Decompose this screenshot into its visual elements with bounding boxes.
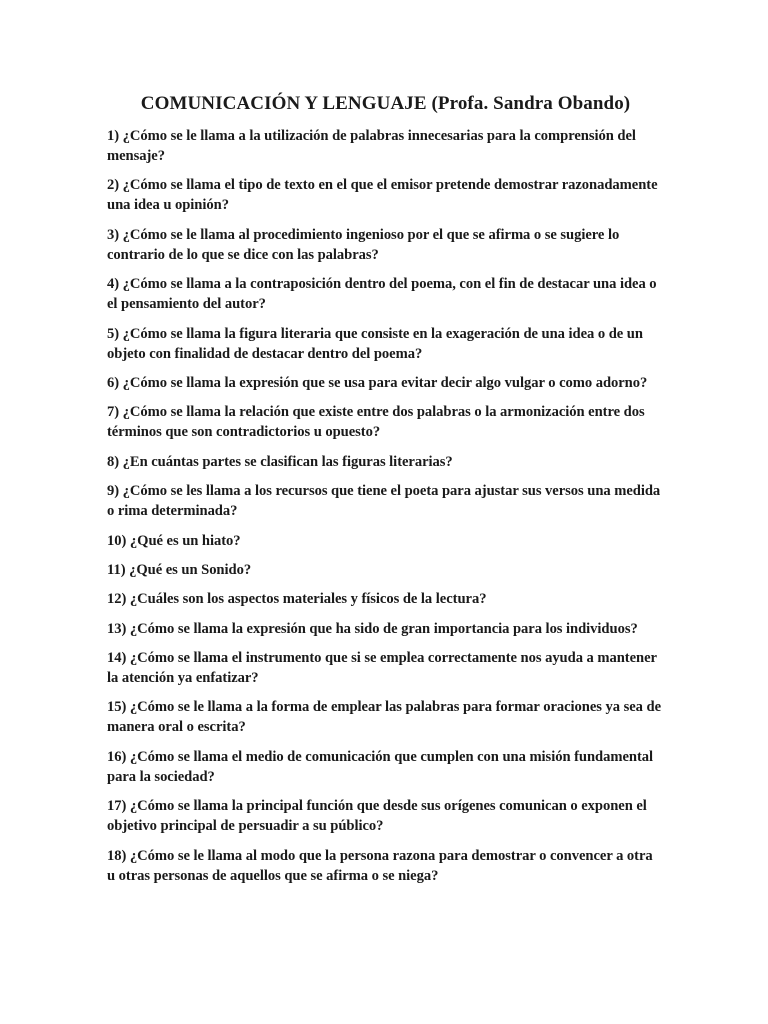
question-item: 10) ¿Qué es un hiato?	[107, 532, 241, 549]
question-item: 13) ¿Cómo se llama la expresión que ha sido de gran importancia para los individuos?	[107, 620, 638, 637]
question-item: 7) ¿Cómo se llama la relación que existe entre dos palabras o la armonización entre dos términos que son contradictorios u opuesto?	[107, 404, 645, 441]
question-item: 9) ¿Cómo se les llama a los recursos que tiene el poeta para ajustar sus versos una medida o rima determinada?	[107, 483, 661, 520]
question-item: 1) ¿Cómo se le llama a la utilización de palabras innecesarias para la comprensión del mensaje?	[107, 128, 636, 164]
question-item: 2) ¿Cómo se llama el tipo de texto en el que el emisor pretende demostrar razonadamente una idea u opinión?	[107, 177, 658, 214]
question-item: 12) ¿Cuáles son los aspectos materiales y físicos de la lectura?	[107, 591, 487, 608]
question-item: 18) ¿Cómo se le llama al modo que la persona razona para demostrar o convencer a otra u otras personas de aquellos que se afirma o se niega?	[107, 847, 653, 884]
question-item: 5) ¿Cómo se llama la figura literaria que consiste en la exageración de una idea o de un objeto con finalidad de destacar dentro del poema?	[107, 325, 643, 362]
question-item: 14) ¿Cómo se llama el instrumento que si se emplea correctamente nos ayuda a mantener la atención ya enfatizar?	[107, 650, 657, 687]
question-item: 11) ¿Qué es un Sonido?	[107, 561, 252, 578]
document-title: COMUNICACIÓN Y LENGUAJE (Profa. Sandra Obando)	[140, 93, 631, 114]
question-list	[107, 126, 664, 886]
question-item: 8) ¿En cuántas partes se clasifican las figuras literarias?	[107, 453, 453, 470]
question-item: 16) ¿Cómo se llama el medio de comunicación que cumplen con una misión fundamental para la sociedad?	[107, 748, 654, 785]
question-item: 15) ¿Cómo se le llama a la forma de emplear las palabras para formar oraciones ya sea de manera oral o escrita?	[107, 699, 662, 736]
question-item: 3) ¿Cómo se le llama al procedimiento ingenioso por el que se afirma o se sugiere lo contrario de lo que se dice con las palabras?	[107, 226, 620, 263]
question-item: 6) ¿Cómo se llama la expresión que se usa para evitar decir algo vulgar o como adorno?	[107, 374, 648, 391]
question-item: 4) ¿Cómo se llama a la contraposición dentro del poema, con el fin de destacar una idea o el pensamiento del autor?	[107, 276, 657, 313]
question-item: 17) ¿Cómo se llama la principal función que desde sus orígenes comunican o exponen el objetivo principal de persuadir a su público?	[107, 798, 647, 835]
